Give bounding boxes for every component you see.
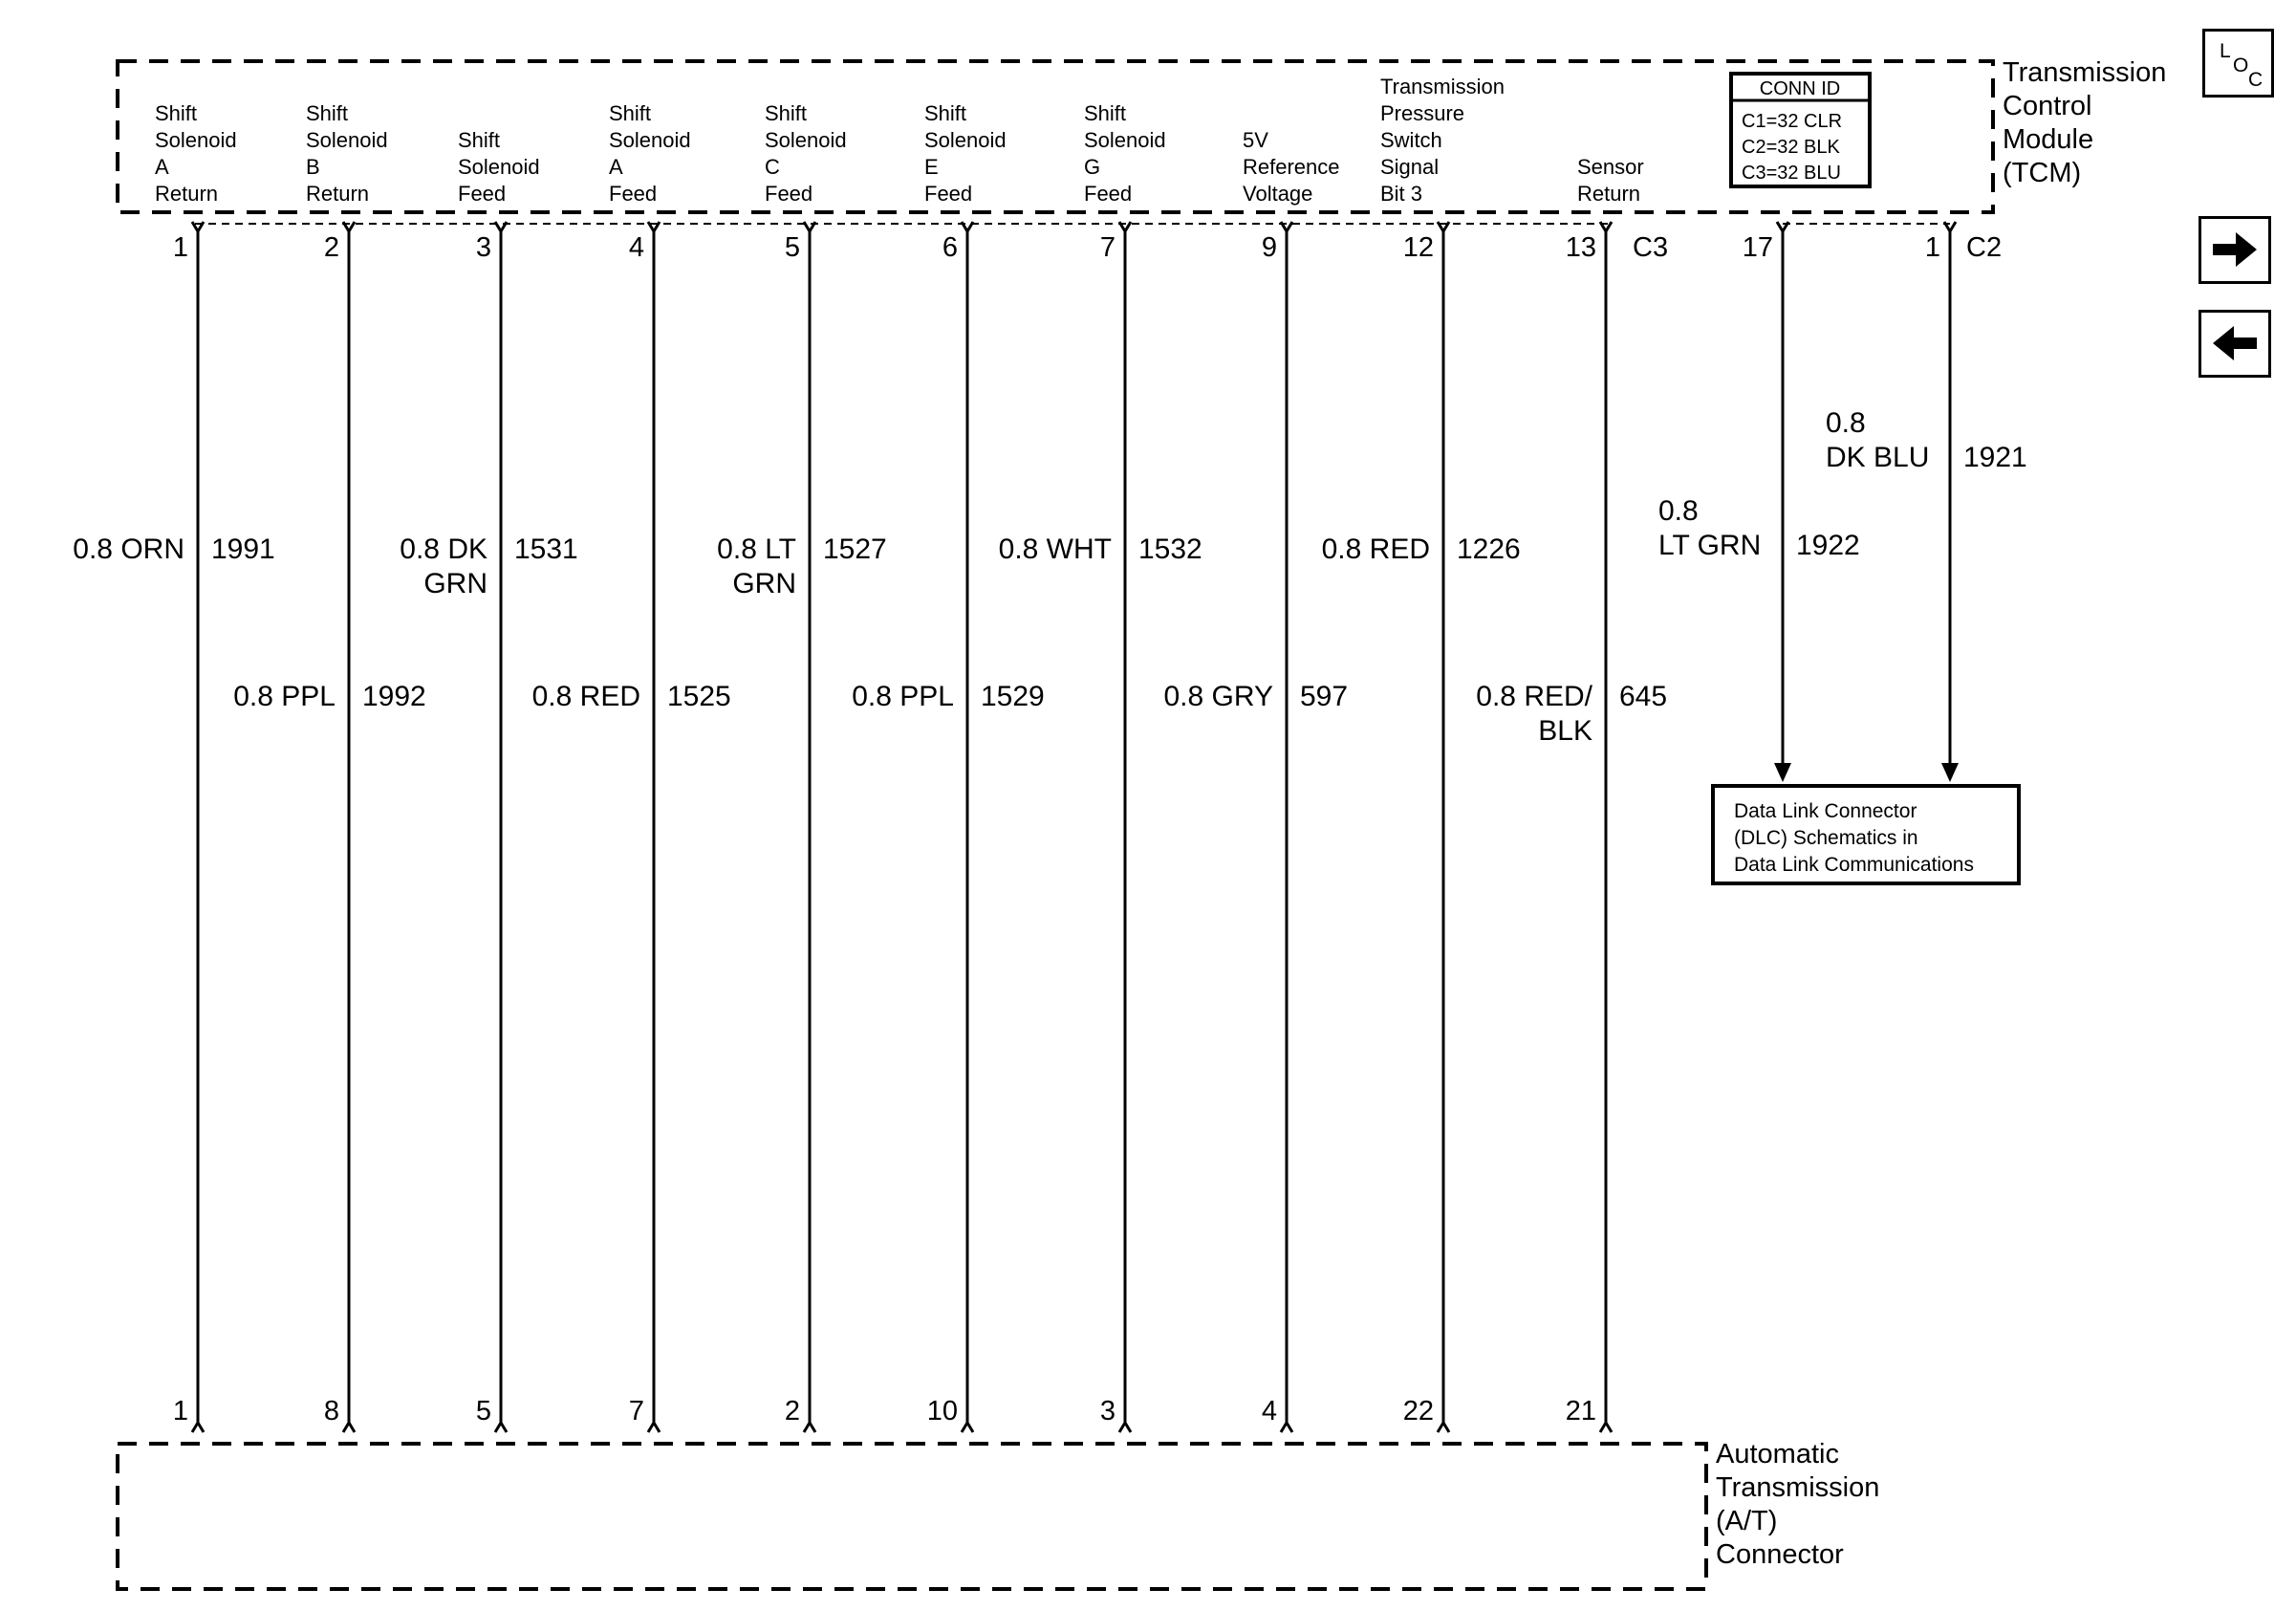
tcm-name-label: Control — [2003, 91, 2092, 121]
circuit-function-label: Shift — [1084, 101, 1127, 125]
tcm-name-label: (TCM) — [2003, 158, 2082, 188]
conn-id-line: C3=32 BLU — [1742, 163, 1841, 184]
circuit-number-label: 1922 — [1796, 530, 1860, 561]
connector-pin-number: 10 — [926, 1396, 958, 1426]
circuit-number-label: 1226 — [1457, 533, 1521, 565]
circuit-9-bottom-terminal — [1600, 1423, 1612, 1432]
tcm-name-label: Transmission — [2003, 57, 2167, 88]
next-page-button[interactable] — [2199, 216, 2271, 284]
circuit-function-label: Solenoid — [924, 128, 1007, 152]
circuit-function-label: Return — [306, 182, 370, 206]
circuit-function-label: Voltage — [1243, 182, 1313, 206]
circuit-function-label: A — [155, 155, 169, 179]
tcm-pin-number: 12 — [1402, 232, 1434, 263]
circuit-0-bottom-terminal — [192, 1423, 204, 1432]
tcm-pin-number: 7 — [1099, 232, 1116, 263]
circuit-number-label: 597 — [1300, 681, 1349, 712]
wire-color-label: LT GRN — [1658, 530, 1762, 561]
conn-id-title: CONN ID — [1759, 78, 1841, 99]
connector-pin-number: 2 — [784, 1396, 800, 1426]
dlc-reference-text: Data Link Connector — [1734, 800, 1917, 822]
circuit-8-bottom-terminal — [1438, 1423, 1449, 1432]
circuit-2-bottom-terminal — [495, 1423, 507, 1432]
wire-color-label: DK BLU — [1826, 442, 1930, 473]
dlc-reference-text: Data Link Communications — [1734, 854, 1974, 876]
connector-pin-number: 1 — [172, 1396, 188, 1426]
circuit-function-label: C — [765, 155, 780, 179]
tcm-pin-number: 1 — [1924, 232, 1940, 263]
tcm-pin-number: 1 — [172, 232, 188, 263]
circuit-function-label: Solenoid — [1084, 128, 1166, 152]
circuit-function-label: Feed — [1084, 182, 1133, 206]
circuit-function-label: Shift — [155, 101, 198, 125]
connector-pin-number: 22 — [1402, 1396, 1434, 1426]
circuit-function-label: Shift — [458, 128, 501, 152]
tcm-name-label: Module — [2003, 124, 2094, 155]
connector-pin-number: 5 — [475, 1396, 491, 1426]
circuit-function-label: B — [306, 155, 320, 179]
tcm-pin-number: 4 — [628, 232, 644, 263]
circuit-6-bottom-terminal — [1119, 1423, 1131, 1432]
circuit-function-label: Solenoid — [155, 128, 237, 152]
circuit-function-label: Signal — [1380, 155, 1440, 179]
circuit-function-label: Switch — [1380, 128, 1442, 152]
circuit-function-label: Feed — [765, 182, 813, 206]
dlc-circuit-0-arrowhead — [1774, 763, 1791, 782]
tcm-pin-number: 17 — [1742, 232, 1773, 263]
conn-id-line: C2=32 BLK — [1742, 137, 1840, 158]
previous-page-button[interactable] — [2199, 310, 2271, 378]
connector-pin-number: 21 — [1565, 1396, 1596, 1426]
at-connector-name-label: Automatic — [1716, 1439, 1839, 1469]
circuit-5-bottom-terminal — [962, 1423, 973, 1432]
circuit-function-label: Feed — [924, 182, 973, 206]
circuit-3-bottom-terminal — [648, 1423, 660, 1432]
circuit-function-label: Transmission — [1380, 75, 1505, 98]
wire-color-label: BLK — [1538, 715, 1592, 747]
wire-color-label: 0.8 GRY — [1163, 681, 1273, 712]
wire-color-label: 0.8 — [1826, 407, 1866, 439]
circuit-function-label: Shift — [924, 101, 967, 125]
circuit-function-label: E — [924, 155, 939, 179]
tcm-pin-number: 13 — [1565, 232, 1596, 263]
circuit-function-label: Sensor — [1577, 155, 1644, 179]
wire-color-label: 0.8 PPL — [233, 681, 336, 712]
circuit-function-label: Shift — [306, 101, 349, 125]
wire-color-label: 0.8 WHT — [998, 533, 1112, 565]
conn-id-line: C1=32 CLR — [1742, 111, 1843, 132]
circuit-number-label: 1527 — [823, 533, 887, 565]
circuit-1-bottom-terminal — [343, 1423, 355, 1432]
circuit-function-label: Return — [1577, 182, 1641, 206]
circuit-number-label: 1532 — [1138, 533, 1202, 565]
circuit-function-label: Solenoid — [458, 155, 540, 179]
circuit-number-label: 645 — [1619, 681, 1668, 712]
circuit-number-label: 1531 — [514, 533, 578, 565]
circuit-function-label: Feed — [609, 182, 658, 206]
loc-letter-o: O — [2233, 54, 2249, 76]
connector-id-label: C3 — [1633, 232, 1669, 263]
wire-color-label: GRN — [423, 568, 487, 599]
circuit-function-label: Feed — [458, 182, 507, 206]
wire-color-label: 0.8 LT — [717, 533, 796, 565]
connector-id-label: C2 — [1966, 232, 2003, 263]
circuit-number-label: 1921 — [1963, 442, 2027, 473]
wire-color-label: 0.8 RED — [1321, 533, 1430, 565]
circuit-function-label: Solenoid — [765, 128, 847, 152]
circuit-number-label: 1525 — [667, 681, 731, 712]
tcm-module-box — [118, 61, 1993, 212]
wire-color-label: 0.8 RED/ — [1476, 681, 1592, 712]
wire-color-label: 0.8 — [1658, 495, 1699, 527]
circuit-number-label: 1529 — [981, 681, 1045, 712]
circuit-function-label: Shift — [609, 101, 652, 125]
tcm-pin-number: 5 — [784, 232, 800, 263]
circuit-function-label: 5V — [1243, 128, 1268, 152]
connector-pin-number: 7 — [628, 1396, 644, 1426]
circuit-function-label: Reference — [1243, 155, 1340, 179]
circuit-number-label: 1991 — [211, 533, 275, 565]
tcm-pin-number: 9 — [1261, 232, 1277, 263]
wire-color-label: GRN — [732, 568, 796, 599]
circuit-function-label: G — [1084, 155, 1101, 179]
circuit-4-bottom-terminal — [804, 1423, 815, 1432]
connector-pin-number: 4 — [1261, 1396, 1277, 1426]
arrow-left-icon — [2201, 313, 2268, 375]
location-view-button[interactable] — [2202, 29, 2274, 98]
circuit-function-label: Solenoid — [306, 128, 388, 152]
tcm-pin-number: 3 — [475, 232, 491, 263]
dlc-circuit-1-arrowhead — [1941, 763, 1959, 782]
wire-color-label: 0.8 DK — [400, 533, 487, 565]
wire-color-label: 0.8 RED — [531, 681, 640, 712]
at-connector-name-label: Transmission — [1716, 1472, 1880, 1503]
at-connector-box — [118, 1444, 1706, 1589]
circuit-function-label: Shift — [765, 101, 808, 125]
connector-pin-number: 8 — [323, 1396, 339, 1426]
dlc-reference-text: (DLC) Schematics in — [1734, 827, 1918, 849]
arrow-right-icon — [2201, 219, 2268, 281]
circuit-number-label: 1992 — [362, 681, 426, 712]
circuit-function-label: Bit 3 — [1380, 182, 1423, 206]
loc-letter-c: C — [2248, 69, 2264, 91]
wire-color-label: 0.8 ORN — [73, 533, 184, 565]
at-connector-name-label: (A/T) — [1716, 1506, 1778, 1536]
at-connector-name-label: Connector — [1716, 1539, 1844, 1570]
connector-pin-number: 3 — [1099, 1396, 1116, 1426]
circuit-function-label: A — [609, 155, 623, 179]
circuit-function-label: Pressure — [1380, 101, 1465, 125]
tcm-pin-number: 2 — [323, 232, 339, 263]
loc-letter-l: L — [2220, 40, 2231, 62]
circuit-7-bottom-terminal — [1281, 1423, 1292, 1432]
tcm-pin-number: 6 — [942, 232, 958, 263]
wire-color-label: 0.8 PPL — [852, 681, 954, 712]
circuit-function-label: Solenoid — [609, 128, 691, 152]
circuit-function-label: Return — [155, 182, 219, 206]
